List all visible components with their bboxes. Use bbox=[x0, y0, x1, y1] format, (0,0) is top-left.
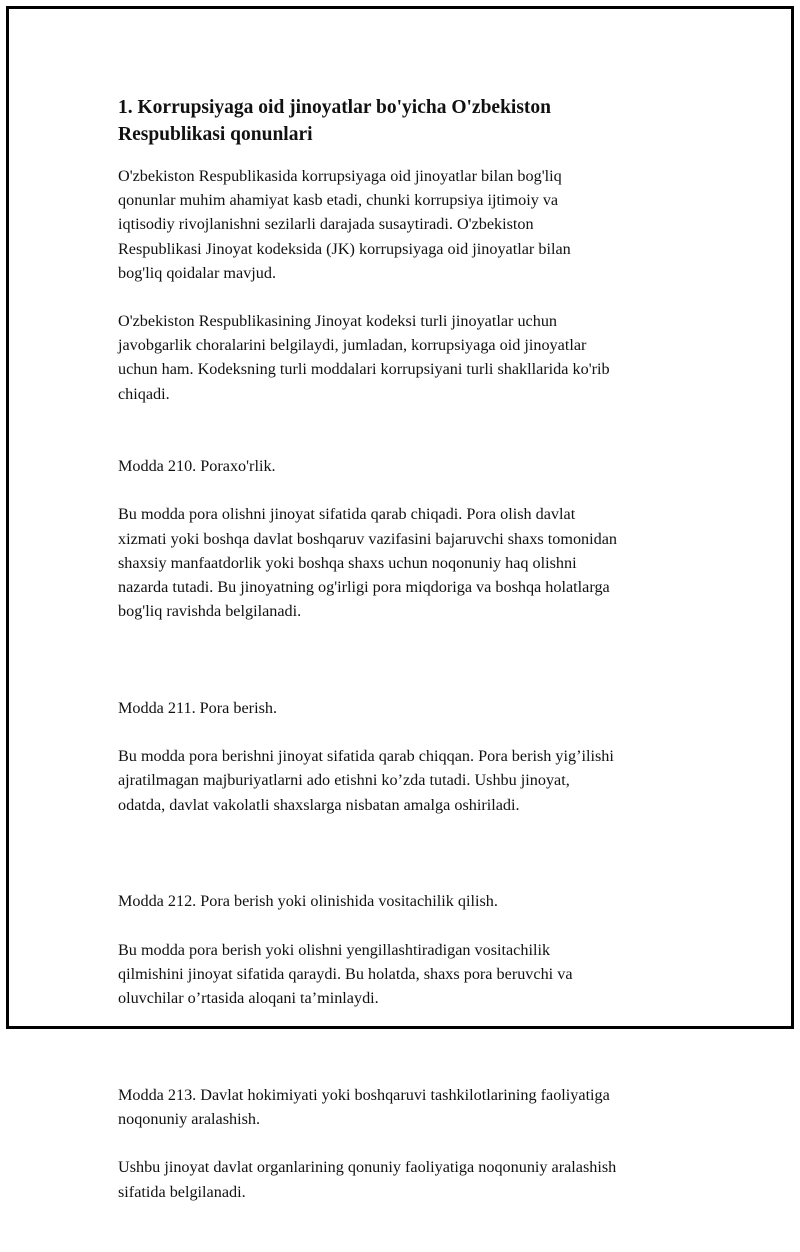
article-211-body: Bu modda pora berishni jinoyat sifatida qarab chiqqan. Pora berish yig’ilishi ajratilmagan majburiyatlarni ado etishni ko’zda tutadi. Ushbu jinoyat, odatda, davlat vakolatli shaxslarga nisbatan amalga oshiriladi. bbox=[118, 747, 614, 814]
article-210-title: Modda 210. Poraxo'rlik. bbox=[118, 457, 276, 476]
article-211-title: Modda 211. Pora berish. bbox=[118, 698, 278, 717]
article-212-title: Modda 212. Pora berish yoki olinishida vositachilik qilish. bbox=[118, 892, 498, 911]
intro-paragraph-2: O'zbekiston Respublikasining Jinoyat kodeksi turli jinoyatlar uchun javobgarlik choralarini belgilaydi, jumladan, korrupsiyaga oid jinoyatlar uchun ham. Kodeksning turli moddalari korrupsiyani turli shakllarida ko'rib chiqadi. bbox=[118, 312, 610, 403]
document-heading: 1. Korrupsiyaga oid jinoyatlar bo'yicha O'zbekiston Respublikasi qonunlari bbox=[118, 97, 552, 145]
article-210-body: Bu modda pora olishni jinoyat sifatida qarab chiqadi. Pora olish davlat xizmati yoki boshqa davlat boshqaruv vazifasini bajaruvchi shaxs tomonidan shaxsiy manfaatdorlik yoki boshqa shaxs uchun noqonuniy haq olishni nazarda tutadi. Bu jinoyatning og'irligi pora miqdoriga va boshqa holatlarga bog'liq ravishda belgilanadi. bbox=[118, 505, 617, 621]
article-212-body: Bu modda pora berish yoki olishni yengillashtiradigan vositachilik qilmishini jinoyat sifatida qaraydi. Bu holatda, shaxs pora beruvchi va oluvchilar o’rtasida aloqani ta’minlaydi. bbox=[118, 940, 573, 1008]
article-212 bbox=[118, 865, 698, 1034]
article-213 bbox=[118, 1059, 698, 1228]
article-211 bbox=[118, 672, 698, 841]
article-213-title: Modda 213. Davlat hokimiyati yoki boshqaruvi tashkilotlarining faoliyatiga noqonuniy aralashish. bbox=[118, 1085, 610, 1128]
article-210 bbox=[118, 430, 698, 648]
article-213-body: Ushbu jinoyat davlat organlarining qonuniy faoliyatiga noqonuniy aralashish sifatida belgilanadi. bbox=[118, 1158, 617, 1201]
document-content bbox=[118, 94, 698, 1252]
intro-paragraph-1: O'zbekiston Respublikasida korrupsiyaga oid jinoyatlar bilan bog'liq qonunlar muhim ahamiyat kasb etadi, chunki korrupsiya ijtimoiy va iqtisodiy rivojlanishni sezilarli darajada susaytiradi. O'zbekiston Respublikasi Jinoyat kodeksida (JK) korrupsiyaga oid jinoyatlar bilan bog'liq qoidalar mavjud. bbox=[118, 167, 571, 282]
